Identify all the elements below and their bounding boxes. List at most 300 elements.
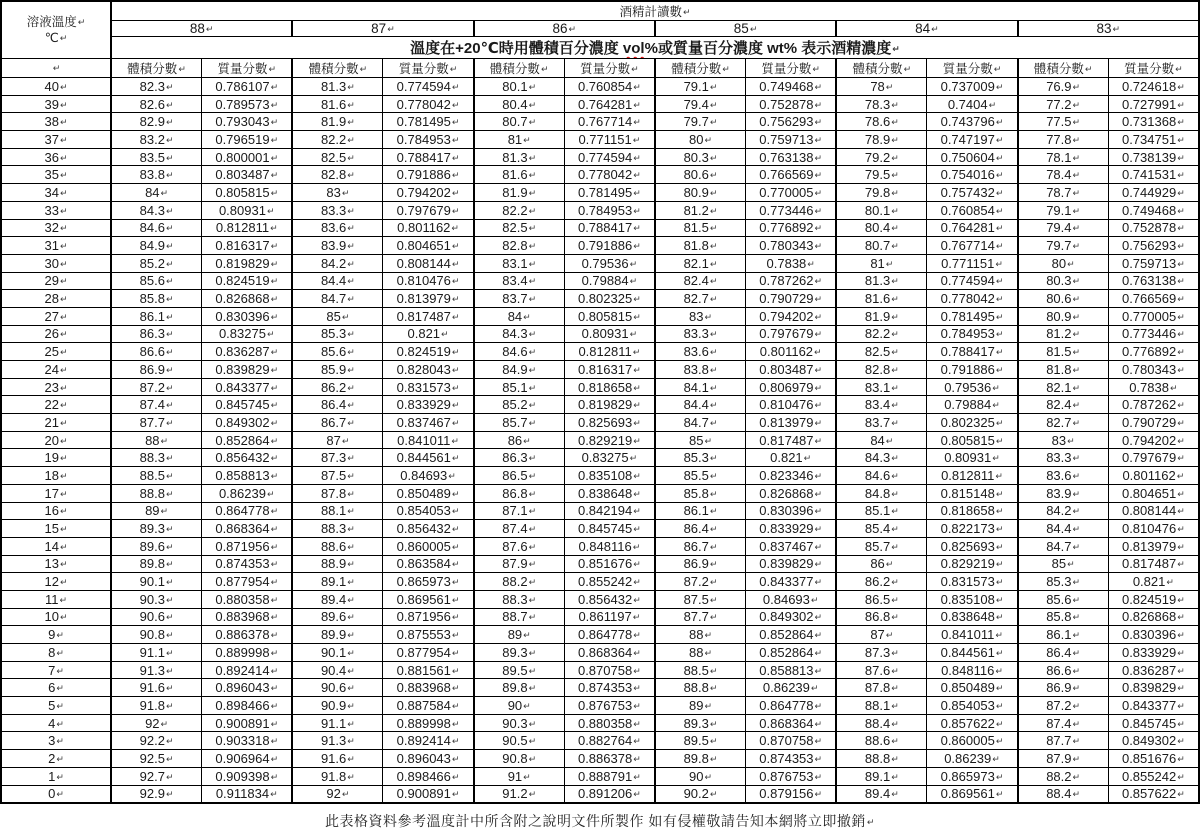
cell-value: 0.760854 xyxy=(577,78,633,94)
cell-value: 82.8 xyxy=(320,167,347,183)
cell-end-marker: ↵ xyxy=(709,117,718,128)
cell-end-marker: ↵ xyxy=(1072,241,1081,252)
cell-value: 0.804651 xyxy=(1121,485,1177,501)
cell-end-marker: ↵ xyxy=(451,612,460,623)
cell-value: 0.903318 xyxy=(215,733,270,749)
vol-value-cell xyxy=(836,325,927,343)
vol-value-cell xyxy=(655,679,746,697)
temp-cell xyxy=(1,378,111,396)
cell-end-marker: ↵ xyxy=(451,453,460,464)
cell-end-marker: ↵ xyxy=(1072,311,1081,322)
cell-end-marker: ↵ xyxy=(749,24,758,34)
cell-value: 體積分數 xyxy=(1033,62,1084,76)
vol-fraction-header xyxy=(1018,59,1109,78)
vol-value-cell xyxy=(836,78,927,96)
wt-value-cell xyxy=(927,131,1018,149)
vol-value-cell xyxy=(111,113,202,131)
cell-value: 0.845745 xyxy=(577,521,633,537)
cell-value: 0.749468 xyxy=(759,78,814,94)
temp-cell xyxy=(1,626,111,644)
vol-value-cell xyxy=(655,590,746,608)
cell-end-marker: ↵ xyxy=(1072,329,1081,340)
vol-value-cell xyxy=(1018,697,1109,715)
cell-end-marker: ↵ xyxy=(451,258,460,269)
cell-value: 26 xyxy=(44,326,59,342)
vol-value-cell xyxy=(292,714,383,732)
cell-value: 質量分數 xyxy=(942,62,993,76)
cell-end-marker: ↵ xyxy=(1072,665,1081,676)
table-row xyxy=(1,290,1199,308)
cell-value: 0.7404 xyxy=(947,96,988,112)
cell-end-marker: ↵ xyxy=(59,382,68,393)
vol-value-cell xyxy=(1018,113,1109,131)
wt-value-cell xyxy=(1108,148,1199,166)
cell-value: 0.841011 xyxy=(941,627,995,643)
cell-value: 83 xyxy=(1096,21,1112,36)
vol-value-cell xyxy=(111,325,202,343)
cell-value: 83.4 xyxy=(864,397,891,413)
cell-end-marker: ↵ xyxy=(266,488,275,499)
cell-end-marker: ↵ xyxy=(891,647,899,658)
cell-end-marker: ↵ xyxy=(347,630,355,641)
cell-end-marker: ↵ xyxy=(891,152,899,163)
cell-end-marker: ↵ xyxy=(441,329,449,340)
vol-value-cell xyxy=(1018,626,1109,644)
cell-end-marker: ↵ xyxy=(165,170,174,181)
cell-end-marker: ↵ xyxy=(814,488,823,499)
vol-value-cell xyxy=(655,325,746,343)
vol-value-cell xyxy=(111,237,202,255)
cell-end-marker: ↵ xyxy=(165,276,174,287)
cell-value: 0.865973 xyxy=(396,574,451,590)
cell-value: 0.806979 xyxy=(759,379,814,395)
cell-end-marker: ↵ xyxy=(709,665,718,676)
cell-end-marker: ↵ xyxy=(709,347,718,358)
cell-value: 0.839829 xyxy=(1121,680,1177,696)
wt-value-cell xyxy=(1108,431,1199,449)
cell-value: 0.800001 xyxy=(215,149,270,165)
vol-value-cell xyxy=(292,644,383,662)
vol-value-cell xyxy=(1018,396,1109,414)
wt-value-cell xyxy=(746,590,837,608)
wt-value-cell xyxy=(564,113,655,131)
cell-value: 88.5 xyxy=(683,662,709,678)
cell-value: 0.875553 xyxy=(396,627,451,643)
table-row xyxy=(1,272,1199,290)
cell-value: 88 xyxy=(689,627,704,643)
cell-end-marker: ↵ xyxy=(891,789,899,800)
cell-value: 87.6 xyxy=(864,662,891,678)
vol-value-cell xyxy=(1018,237,1109,255)
cell-value: 0.819829 xyxy=(577,397,633,413)
vol-value-cell xyxy=(1018,714,1109,732)
cell-end-marker: ↵ xyxy=(451,99,460,110)
vol-value-cell xyxy=(836,431,927,449)
cell-value: 89.1 xyxy=(864,768,891,784)
cell-end-marker: ↵ xyxy=(814,417,823,428)
cell-end-marker: ↵ xyxy=(451,152,460,163)
wt-value-cell xyxy=(564,325,655,343)
cell-value: 0.851676 xyxy=(577,556,633,572)
vol-value-cell xyxy=(1018,325,1109,343)
wt-value-cell xyxy=(1108,307,1199,325)
cell-end-marker: ↵ xyxy=(1072,541,1081,552)
cell-value: 0.794202 xyxy=(396,184,451,200)
cell-end-marker: ↵ xyxy=(995,417,1004,428)
cell-value: 87.3 xyxy=(320,450,347,466)
cell-value: 1 xyxy=(48,768,56,784)
cell-value: 88 xyxy=(189,21,205,36)
cell-value: 15 xyxy=(44,521,59,537)
cell-value: 0.852864 xyxy=(215,432,270,448)
cell-value: 82.4 xyxy=(1046,397,1072,413)
cell-end-marker: ↵ xyxy=(266,329,275,340)
cell-value: 0.741531 xyxy=(1121,167,1177,183)
cell-end-marker: ↵ xyxy=(528,665,537,676)
cell-end-marker: ↵ xyxy=(165,753,174,764)
subtitle-row xyxy=(1,37,1199,59)
vol-value-cell xyxy=(836,184,927,202)
vol-value-cell xyxy=(474,78,565,96)
cell-value: 88.6 xyxy=(864,733,891,749)
vol-value-cell xyxy=(292,290,383,308)
wt-value-cell xyxy=(746,520,837,538)
cell-value: 83.5 xyxy=(139,149,165,165)
cell-end-marker: ↵ xyxy=(814,382,823,393)
cell-value: 0.856432 xyxy=(215,450,270,466)
cell-value: 0.86239 xyxy=(944,750,992,766)
cell-end-marker: ↵ xyxy=(1177,559,1185,570)
cell-end-marker: ↵ xyxy=(165,789,174,800)
wt-value-cell xyxy=(202,378,293,396)
cell-end-marker: ↵ xyxy=(814,187,823,198)
cell-value: 0.844561 xyxy=(396,450,451,466)
cell-value: 83.8 xyxy=(683,361,709,377)
table-row xyxy=(1,679,1199,697)
cell-end-marker: ↵ xyxy=(270,665,279,676)
vol-value-cell xyxy=(292,272,383,290)
cell-value: 88.3 xyxy=(502,591,528,607)
cell-value: 84.3 xyxy=(139,202,165,218)
cell-end-marker: ↵ xyxy=(814,152,823,163)
cell-end-marker: ↵ xyxy=(451,753,460,764)
cell-value: 0.892414 xyxy=(396,733,451,749)
vol-value-cell xyxy=(111,166,202,184)
cell-value: 0.852864 xyxy=(759,644,814,660)
cell-end-marker: ↵ xyxy=(891,134,899,145)
cell-value: 0.889998 xyxy=(215,644,270,660)
vol-value-cell xyxy=(836,361,927,379)
cell-value: 13 xyxy=(44,556,59,572)
cell-end-marker: ↵ xyxy=(165,117,174,128)
cell-value: 85.2 xyxy=(139,255,165,271)
cell-value: 0.848116 xyxy=(578,538,632,554)
cell-end-marker: ↵ xyxy=(633,205,641,216)
cell-end-marker: ↵ xyxy=(451,488,460,499)
cell-end-marker: ↵ xyxy=(709,187,718,198)
cell-end-marker: ↵ xyxy=(1072,736,1081,747)
cell-value: 0.808144 xyxy=(1121,503,1177,519)
wt-value-cell xyxy=(383,237,474,255)
cell-end-marker: ↵ xyxy=(59,134,68,145)
cell-end-marker: ↵ xyxy=(59,187,68,198)
cell-value: 0.835108 xyxy=(577,467,633,483)
cell-end-marker: ↵ xyxy=(814,170,823,181)
cell-value: 86.2 xyxy=(320,379,347,395)
cell-value: 81 xyxy=(507,131,523,147)
cell-end-marker: ↵ xyxy=(165,700,174,711)
cell-value: 82.4 xyxy=(683,273,709,289)
wt-value-cell xyxy=(927,714,1018,732)
cell-end-marker: ↵ xyxy=(59,223,68,234)
cell-value: 0.767714 xyxy=(940,238,995,254)
wt-value-cell xyxy=(927,166,1018,184)
vol-value-cell xyxy=(1018,361,1109,379)
vol-value-cell xyxy=(111,608,202,626)
cell-value: 80.1 xyxy=(864,202,891,218)
wt-value-cell xyxy=(1108,78,1199,96)
vol-value-cell xyxy=(1018,131,1109,149)
vol-value-cell xyxy=(292,502,383,520)
wt-value-cell xyxy=(1108,166,1199,184)
cell-value: 0.857622 xyxy=(940,715,995,731)
cell-value: 質量分數 xyxy=(1124,62,1175,76)
cell-value: 0.865973 xyxy=(940,768,995,784)
footer-disclaimer xyxy=(0,811,1200,831)
cell-value: 85.1 xyxy=(864,503,891,519)
vol-value-cell xyxy=(655,608,746,626)
cell-value: 0.763138 xyxy=(1121,273,1177,289)
wt-value-cell xyxy=(383,201,474,219)
cell-value: 81.8 xyxy=(683,238,709,254)
cell-end-marker: ↵ xyxy=(528,718,537,729)
cell-value: 90.3 xyxy=(502,715,528,731)
vol-value-cell xyxy=(836,590,927,608)
cell-end-marker: ↵ xyxy=(995,241,1004,252)
cell-value: 0.909398 xyxy=(215,768,270,784)
vol-value-cell xyxy=(1018,290,1109,308)
wt-value-cell xyxy=(927,520,1018,538)
cell-value: 0.900891 xyxy=(215,715,270,731)
wt-value-cell xyxy=(1108,254,1199,272)
cell-end-marker: ↵ xyxy=(1177,187,1185,198)
cell-end-marker: ↵ xyxy=(993,64,1002,74)
temp-cell xyxy=(1,414,111,432)
vol-value-cell xyxy=(292,608,383,626)
cell-end-marker: ↵ xyxy=(165,771,174,782)
vol-value-cell xyxy=(474,219,565,237)
cell-end-marker: ↵ xyxy=(451,506,460,517)
cell-value: 0.887584 xyxy=(396,697,451,713)
table-body xyxy=(1,78,1199,803)
cell-end-marker: ↵ xyxy=(709,718,718,729)
cell-value: 0.79536 xyxy=(581,255,629,271)
cell-end-marker: ↵ xyxy=(270,258,279,269)
cell-end-marker: ↵ xyxy=(451,276,460,287)
cell-value: 4 xyxy=(48,715,56,731)
cell-value: 85.3 xyxy=(1046,574,1072,590)
wt-value-cell xyxy=(564,697,655,715)
cell-end-marker: ↵ xyxy=(160,435,169,446)
cell-end-marker: ↵ xyxy=(709,223,718,234)
cell-value: 0.781495 xyxy=(577,184,633,200)
cell-value: 79.5 xyxy=(864,167,891,183)
cell-value: 0.770005 xyxy=(759,184,814,200)
cell-value: 81.3 xyxy=(320,78,347,94)
vol-value-cell xyxy=(474,467,565,485)
cell-value: 0.831573 xyxy=(940,574,995,590)
cell-value: 0.780343 xyxy=(759,238,814,254)
temp-cell xyxy=(1,714,111,732)
wt-value-cell xyxy=(383,307,474,325)
cell-value: 0.731368 xyxy=(1121,114,1177,130)
cell-value: 80.3 xyxy=(683,149,709,165)
temp-cell xyxy=(1,254,111,272)
cell-end-marker: ↵ xyxy=(1072,718,1081,729)
cell-value: 0.822173 xyxy=(940,521,995,537)
cell-value: 86.4 xyxy=(1046,644,1072,660)
cell-value: 35 xyxy=(44,167,59,183)
wt-value-cell xyxy=(746,608,837,626)
cell-value: 0.796519 xyxy=(215,131,270,147)
cell-end-marker: ↵ xyxy=(995,789,1004,800)
vol-value-cell xyxy=(111,555,202,573)
cell-value: 83.8 xyxy=(139,167,165,183)
cell-value: 87.9 xyxy=(502,556,528,572)
wt-value-cell xyxy=(1108,520,1199,538)
cell-end-marker: ↵ xyxy=(1072,417,1081,428)
wt-value-cell xyxy=(564,272,655,290)
wt-value-cell xyxy=(927,573,1018,591)
reading-col-header xyxy=(836,21,1017,37)
cell-end-marker: ↵ xyxy=(270,117,279,128)
cell-value: 0.79536 xyxy=(944,379,992,395)
cell-end-marker: ↵ xyxy=(160,187,169,198)
cell-end-marker: ↵ xyxy=(1072,223,1081,234)
cell-end-marker: ↵ xyxy=(814,223,823,234)
cell-value: 0.764281 xyxy=(940,220,995,236)
wt-value-cell xyxy=(746,555,837,573)
vol-value-cell xyxy=(111,644,202,662)
vol-value-cell xyxy=(474,290,565,308)
cell-end-marker: ↵ xyxy=(528,594,537,605)
cell-value: 0.880358 xyxy=(215,591,270,607)
wt-value-cell xyxy=(383,661,474,679)
cell-end-marker: ↵ xyxy=(1072,577,1081,588)
temp-cell xyxy=(1,573,111,591)
cell-end-marker: ↵ xyxy=(270,382,279,393)
cell-value: 88.7 xyxy=(502,609,528,625)
cell-value: 18 xyxy=(44,467,59,483)
cell-end-marker: ↵ xyxy=(814,205,823,216)
wt-value-cell xyxy=(746,307,837,325)
temp-cell xyxy=(1,785,111,803)
wt-value-cell xyxy=(1108,361,1199,379)
cell-value: 0.757432 xyxy=(940,184,995,200)
cell-end-marker: ↵ xyxy=(633,223,641,234)
vol-value-cell xyxy=(292,750,383,768)
vol-value-cell xyxy=(1018,555,1109,573)
cell-end-marker: ↵ xyxy=(59,152,68,163)
cell-end-marker: ↵ xyxy=(1177,417,1185,428)
cell-end-marker: ↵ xyxy=(633,594,641,605)
cell-end-marker: ↵ xyxy=(1072,647,1081,658)
cell-end-marker: ↵ xyxy=(165,99,174,110)
vol-value-cell xyxy=(292,113,383,131)
wt-value-cell xyxy=(1108,184,1199,202)
cell-end-marker: ↵ xyxy=(347,718,355,729)
cell-value: 0.86239 xyxy=(218,485,266,501)
vol-value-cell xyxy=(292,767,383,785)
cell-end-marker: ↵ xyxy=(704,647,713,658)
vol-value-cell xyxy=(655,307,746,325)
wt-value-cell xyxy=(383,78,474,96)
cell-end-marker: ↵ xyxy=(891,400,899,411)
wt-value-cell xyxy=(927,679,1018,697)
cell-end-marker: ↵ xyxy=(347,470,355,481)
cell-end-marker: ↵ xyxy=(814,524,823,535)
wt-value-cell xyxy=(1108,272,1199,290)
wt-value-cell xyxy=(746,131,837,149)
wt-value-cell xyxy=(1108,113,1199,131)
wt-value-cell xyxy=(1108,537,1199,555)
cell-end-marker: ↵ xyxy=(632,541,641,552)
cell-value: 83.4 xyxy=(502,273,528,289)
vol-value-cell xyxy=(111,626,202,644)
temp-label-line2: ℃ xyxy=(44,31,59,45)
cell-end-marker: ↵ xyxy=(341,187,350,198)
vol-value-cell xyxy=(1018,785,1109,803)
cell-end-marker: ↵ xyxy=(891,612,899,623)
vol-value-cell xyxy=(111,449,202,467)
cell-end-marker: ↵ xyxy=(814,400,823,411)
cell-value: 81 xyxy=(870,255,885,271)
cell-end-marker: ↵ xyxy=(451,417,460,428)
cell-end-marker: ↵ xyxy=(891,417,899,428)
wt-value-cell xyxy=(1108,679,1199,697)
cell-end-marker: ↵ xyxy=(451,311,460,322)
vol-value-cell xyxy=(655,396,746,414)
cell-value: 82.5 xyxy=(320,149,347,165)
wt-fraction-header xyxy=(927,59,1018,78)
cell-end-marker: ↵ xyxy=(891,683,899,694)
cell-value: 85.6 xyxy=(1046,591,1072,607)
cell-end-marker: ↵ xyxy=(995,700,1004,711)
cell-end-marker: ↵ xyxy=(165,311,174,322)
cell-value: 體積分數 xyxy=(852,62,903,76)
wt-value-cell xyxy=(746,361,837,379)
cell-end-marker: ↵ xyxy=(59,117,68,128)
cell-end-marker: ↵ xyxy=(528,223,537,234)
cell-value: 89.1 xyxy=(320,574,347,590)
wt-value-cell xyxy=(927,201,1018,219)
vol-value-cell xyxy=(1018,78,1109,96)
wt-value-cell xyxy=(1108,484,1199,502)
cell-end-marker: ↵ xyxy=(528,364,537,375)
cell-end-marker: ↵ xyxy=(56,718,64,729)
cell-end-marker: ↵ xyxy=(347,506,355,517)
cell-value: 0.860005 xyxy=(940,733,995,749)
cell-value: 89 xyxy=(145,503,160,519)
cell-end-marker: ↵ xyxy=(995,364,1004,375)
cell-value: 79.1 xyxy=(683,78,709,94)
cell-value: 85.9 xyxy=(320,361,347,377)
wt-value-cell xyxy=(564,608,655,626)
vol-value-cell xyxy=(111,520,202,538)
temp-cell xyxy=(1,732,111,750)
vol-value-cell xyxy=(655,502,746,520)
wt-value-cell xyxy=(927,697,1018,715)
